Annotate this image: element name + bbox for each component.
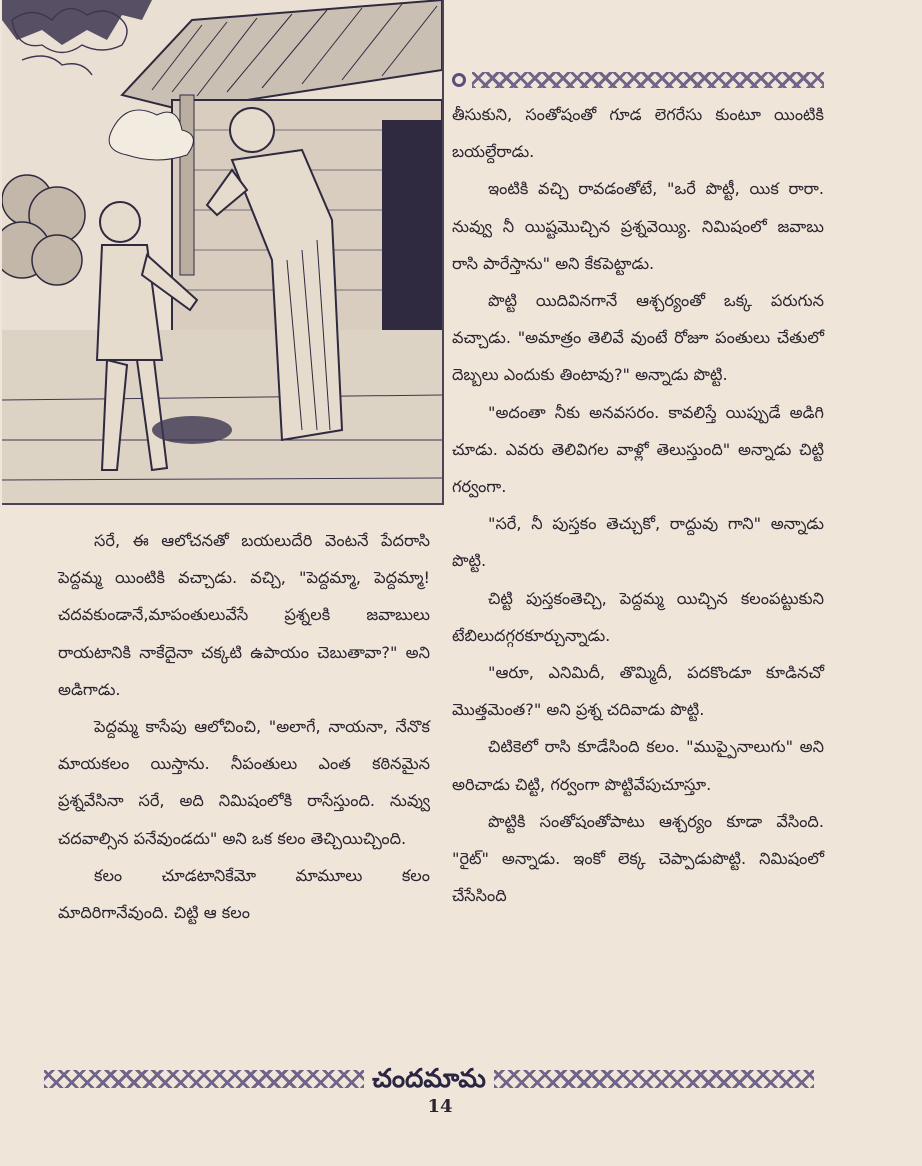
cross-pattern-ornament — [44, 1070, 364, 1088]
paragraph: పెద్దమ్మ కాసేపు ఆలోచించి, "అలాగే, నాయనా, నేనొక మాయకలం యిస్తాను. నీపంతులు ఎంత కఠినమైన ప్రశ్నవేసినా సరే, అది నిమిషంలోకి రాసేస్తుంది. నువ్వు చదవాల్సిన పనేవుండదు" అని ఒక కలం తెచ్చియిచ్చింది. — [58, 717, 430, 848]
cross-pattern-ornament — [472, 72, 824, 88]
left-text-column — [58, 522, 430, 931]
circle-ornament-icon — [452, 73, 466, 87]
paragraph: కలం చూడటానికేమో మామూలు కలం మాదిరిగానేవుంది. చిట్టి ఆ కలం — [58, 865, 430, 923]
story-illustration — [2, 0, 444, 505]
footer-ornament-border — [44, 1066, 814, 1092]
paragraph: చిటికెలో రాసి కూడేసింది కలం. "ముప్పైనాలుగు" అని అరిచాడు చిట్టి, గర్వంగా పొట్టివేపుచూస్తూ. — [452, 737, 824, 794]
village-scene-illustration — [2, 0, 442, 503]
cross-pattern-ornament — [494, 1070, 814, 1088]
paragraph: పొట్టికి సంతోషంతోపాటు ఆశ్చర్యం కూడా వేసింది. "రైట్" అన్నాడు. ఇంకో లెక్క చెప్పాడుపొట్టి. నిమిషంలో చేసేసింది — [452, 811, 824, 906]
paragraph: "సరే, నీ పుస్తకం తెచ్చుకో, రాద్దువు గాని" అన్నాడు పొట్టి. — [452, 514, 824, 571]
paragraph: చిట్టి పుస్తకంతెచ్చి, పెద్దమ్మ యిచ్చిన కలంపట్టుకుని టేబిలుదగ్గరకూర్చున్నాడు. — [452, 588, 824, 645]
page-number: 14 — [427, 1096, 453, 1117]
right-text-column — [452, 96, 824, 914]
paragraph: ఇంటికి వచ్చి రావడంతోటే, "ఒరే పొట్టీ, యిక రారా. నువ్వు నీ యిష్టమొచ్చిన ప్రశ్నవెయ్యి. నిమిషంలో జవాబు రాసి పారేస్తాను" అని కేకపెట్టాడు. — [452, 179, 824, 273]
paragraph: "ఆరూ, ఎనిమిదీ, తొమ్మిదీ, పదకొండూ కూడినచో మొత్తమెంత?" అని ప్రశ్న చదివాడు పొట్టి. — [452, 663, 824, 720]
top-ornament-border — [452, 70, 824, 90]
magazine-name: చందమామ — [372, 1064, 486, 1094]
paragraph: "అదంతా నీకు అనవసరం. కావలిస్తే యిప్పుడే అడిగి చూడు. ఎవరు తెలివిగల వాళ్లో తెలుస్తుంది" అన్నాడు చిట్టి గర్వంగా. — [452, 402, 824, 497]
paragraph: తీసుకుని, సంతోషంతో గూడ లెగరేసు కుంటూ యింటికి బయల్దేరాడు. — [452, 105, 824, 162]
paragraph: సరే, ఈ ఆలోచనతో బయలుదేరి వెంటనే పేదరాసి పెద్దమ్మ యింటికి వచ్చాడు. వచ్చి, "పెద్దమ్మా, పెద్దమ్మా! చదవకుండానే,మాపంతులువేసే ప్రశ్నలకి జవాబులు రాయటానికి నాకేదైనా చక్కటి ఉపాయం చెబుతావా?" అని అడిగాడు. — [58, 531, 430, 699]
paragraph: పొట్టి యిదివినగానే ఆశ్చర్యంతో ఒక్క పరుగున వచ్చాడు. "అమాత్రం తెలివే వుంటే రోజూ పంతులు చేతులో దెబ్బలు ఎందుకు తింటావు?" అన్నాడు పొట్టి. — [452, 291, 824, 385]
